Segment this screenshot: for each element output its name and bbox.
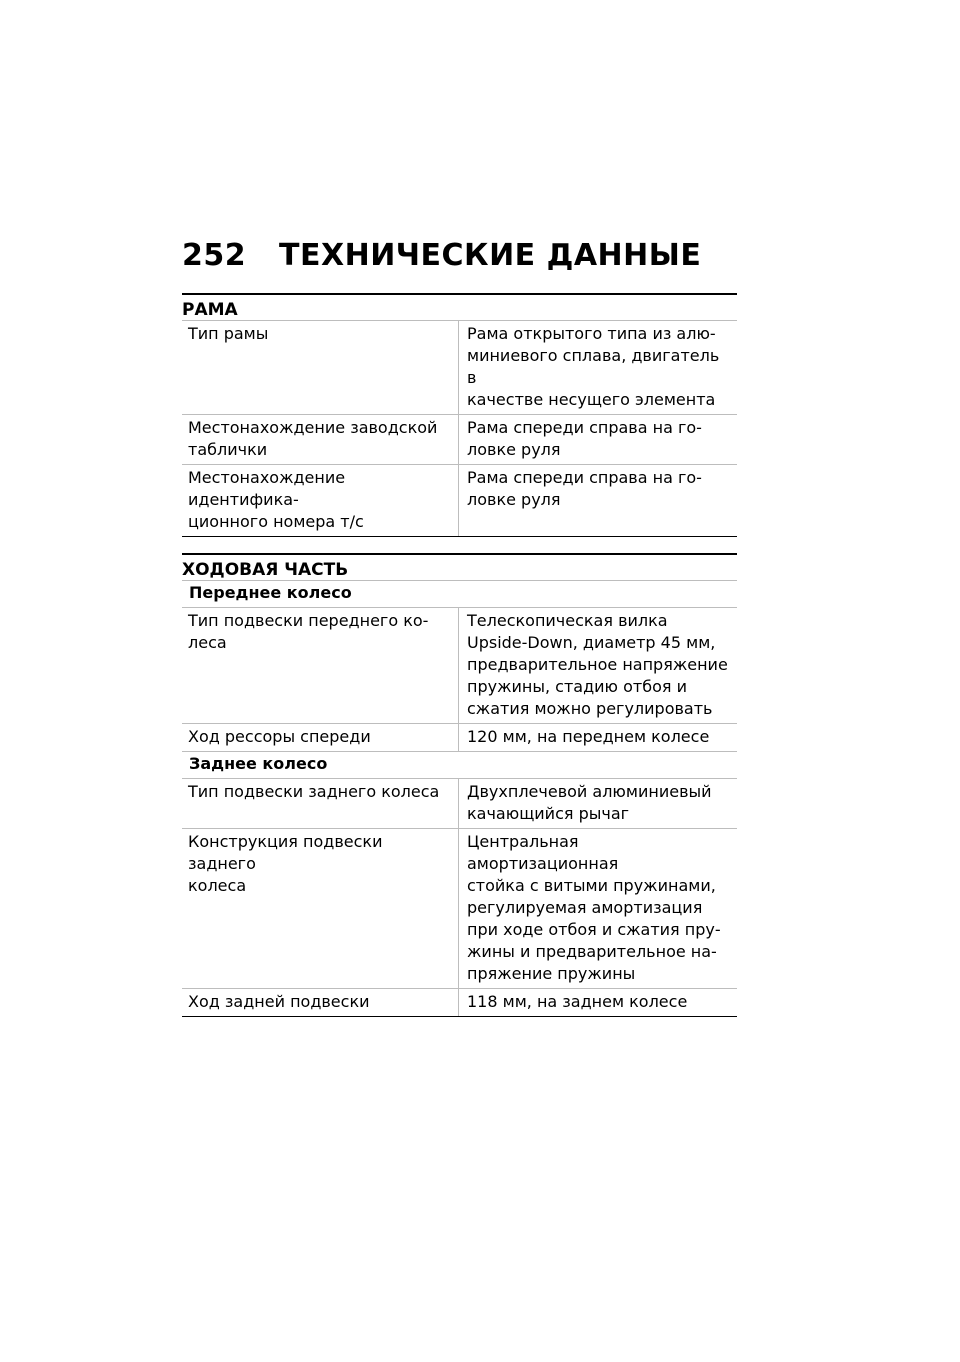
spec-label: Местонахождение заводской таблички [188,418,438,459]
spec-label: Конструкция подвески заднего колеса [188,832,383,895]
spec-label: Местонахождение идентифика- ционного номера т/с [188,468,364,531]
spec-value: Телескопическая вилка Upside-Down, диаметр 45 мм, предварительное напряжение пружины, стадию отбоя и сжатия можно регулировать [458,608,737,723]
table-row [182,320,737,414]
table-row [182,723,737,751]
spec-label: Тип подвески заднего колеса [188,782,440,801]
spec-label: Тип рамы [188,324,269,343]
spec-value: 120 мм, на переднем колесе [458,724,737,751]
table-row [182,607,737,723]
spec-value: Рама спереди справа на го- ловке руля [458,415,737,464]
section-frame [182,293,737,537]
spec-value: Двухплечевой алюминиевый качающийся рычаг [458,779,737,828]
table-row [182,828,737,988]
table-row [182,464,737,536]
section-title: ХОДОВАЯ ЧАСТЬ [182,553,737,580]
table-row [182,778,737,828]
spec-table [182,580,737,1017]
table-row [182,988,737,1016]
spec-label: Ход рессоры спереди [188,727,371,746]
document-page [182,238,737,1017]
spec-value: Рама спереди справа на го- ловке руля [458,465,737,536]
spec-value: Рама открытого типа из алю- миниевого сплава, двигатель в качестве несущего элемента [458,321,737,414]
section-chassis [182,553,737,1017]
group-title-front-wheel: Переднее колесо [182,580,737,607]
spec-label: Ход задней подвески [188,992,370,1011]
spec-label: Тип подвески переднего ко- леса [188,611,429,652]
section-title: РАМА [182,293,737,320]
spec-value: Центральная амортизационная стойка с витыми пружинами, регулируемая амортизация при ходе отбоя и сжатия пру- жины и предварительное на- пряжение пружины [458,829,737,988]
spec-table [182,320,737,537]
page-number: 252 [182,238,247,273]
page-header [182,238,737,284]
group-title-rear-wheel: Заднее колесо [182,751,737,778]
table-row [182,414,737,464]
spec-value: 118 мм, на заднем колесе [458,989,737,1016]
page-title: ТЕХНИЧЕСКИЕ ДАННЫЕ [279,238,702,273]
